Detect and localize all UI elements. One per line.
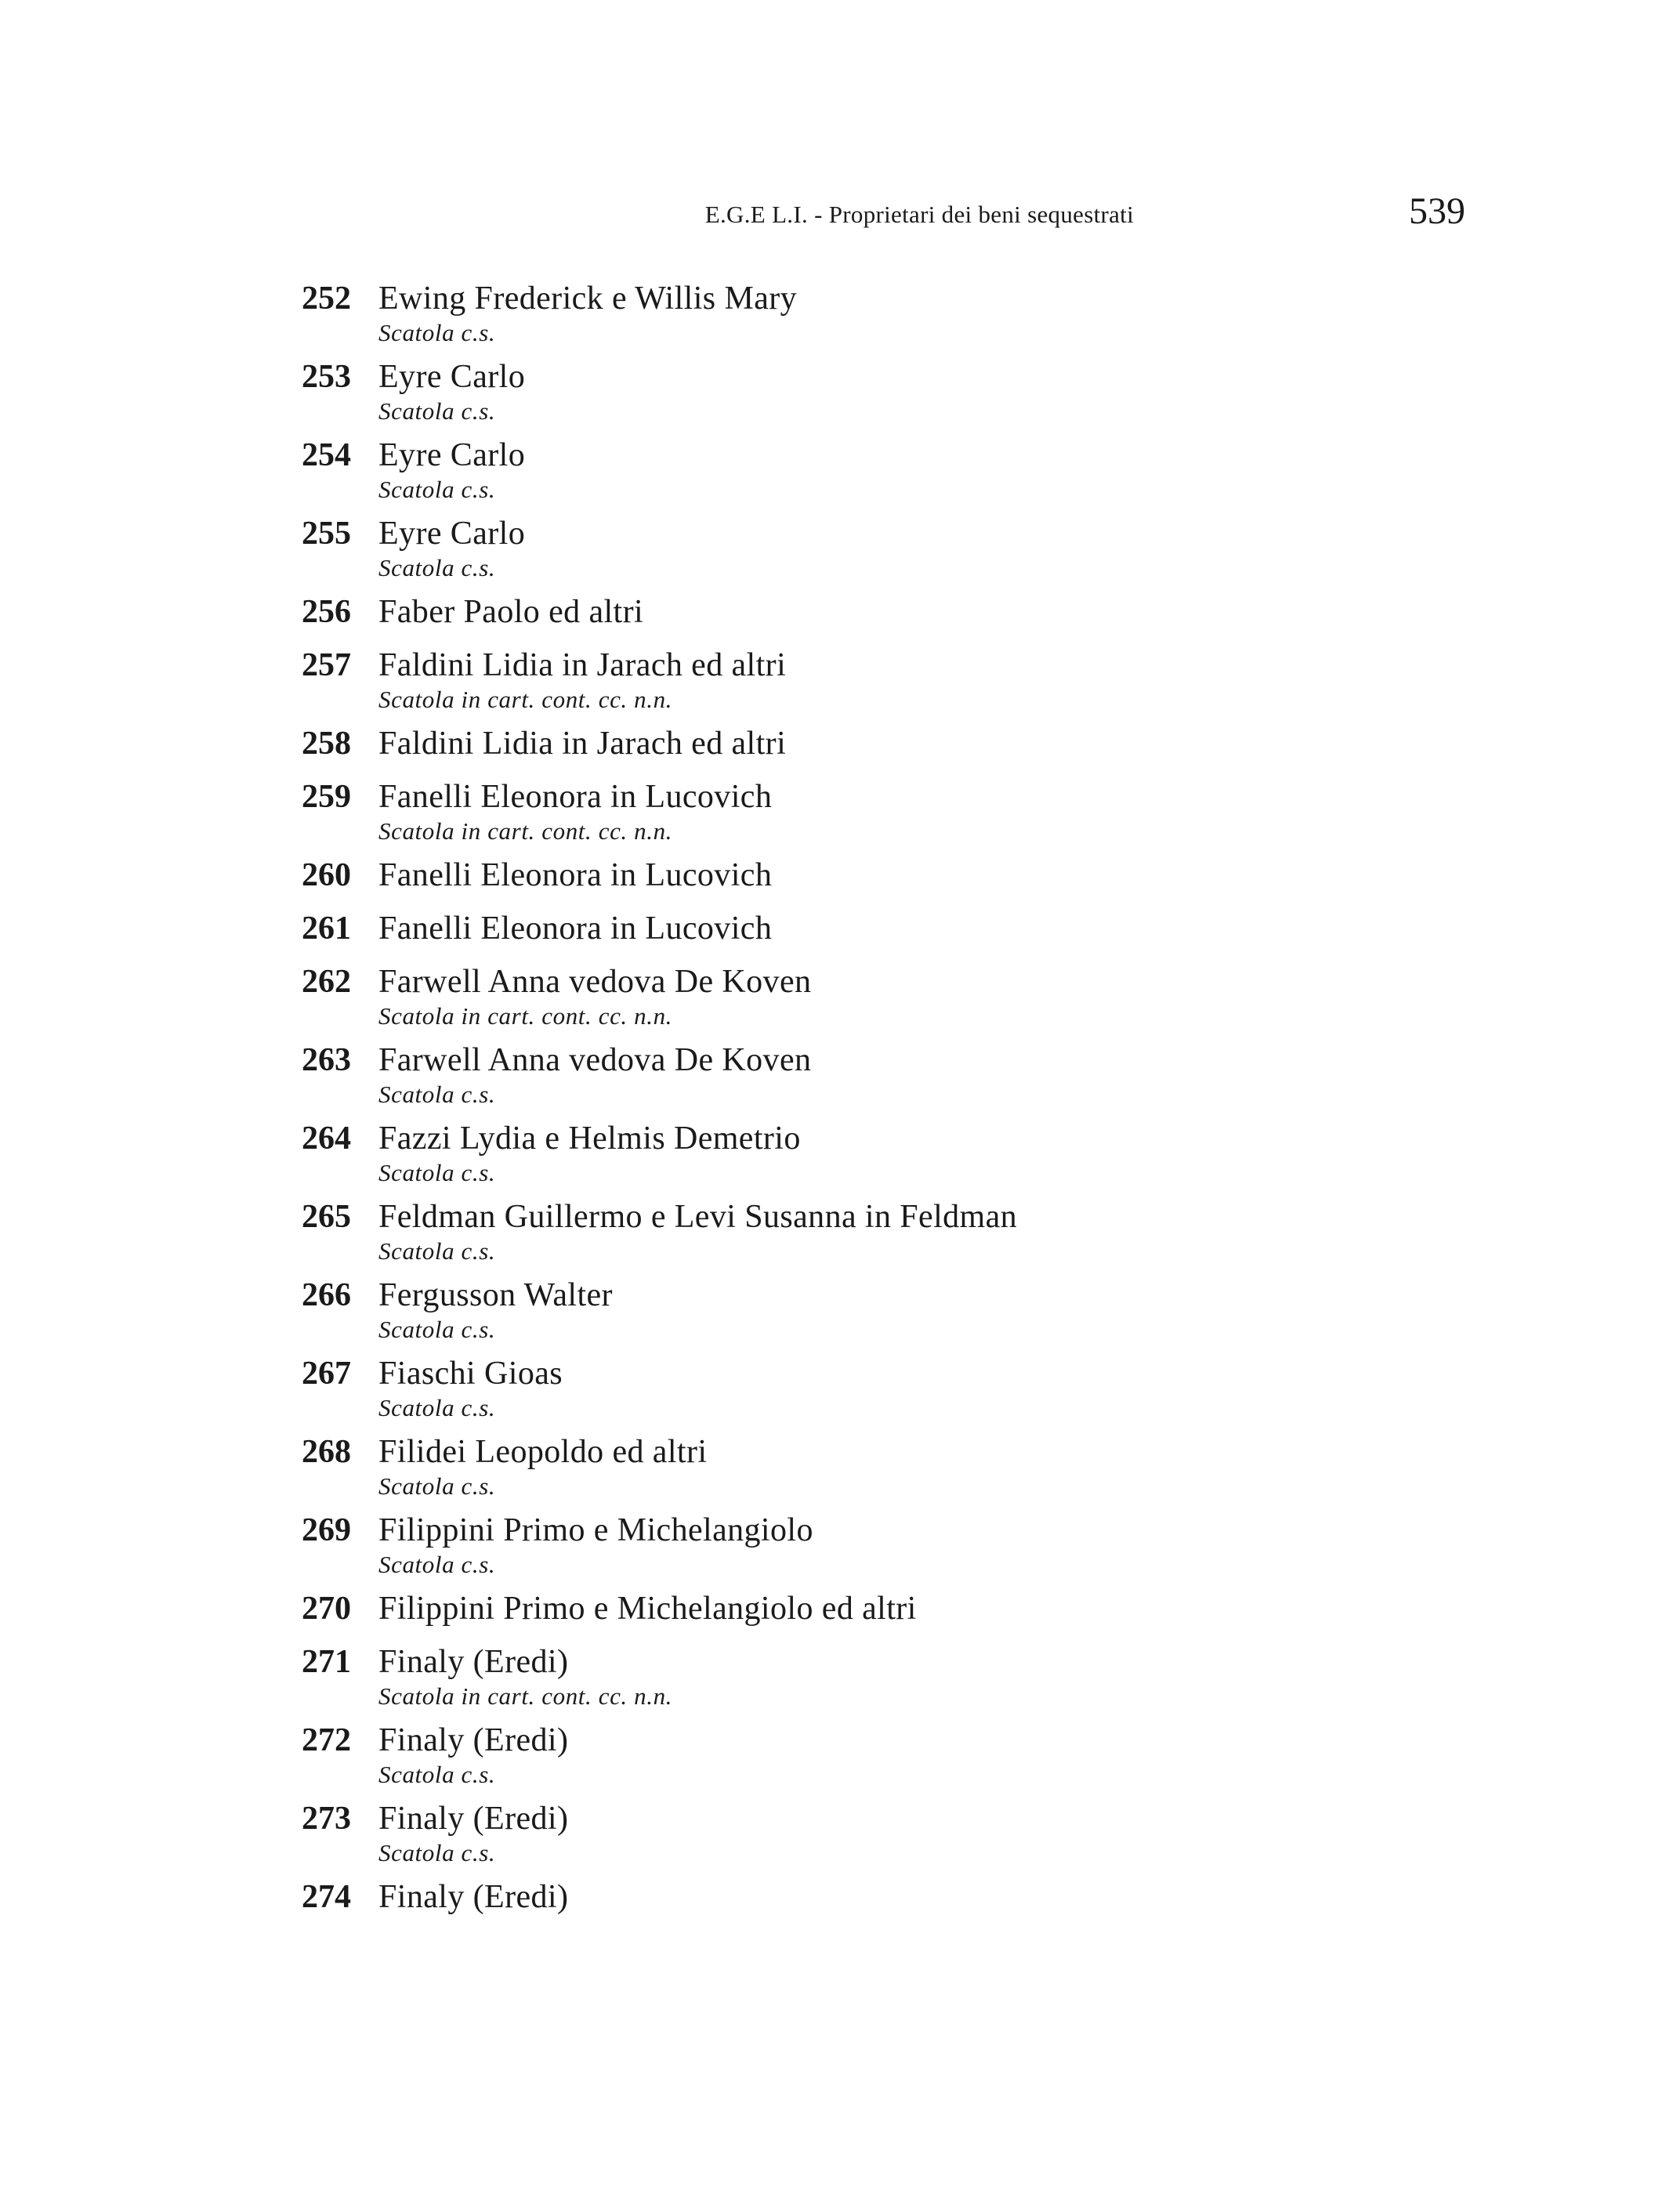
entry-container-note: Scatola in cart. cont. cc. n.n.: [378, 817, 673, 845]
entry-container-note: Scatola c.s.: [378, 1394, 496, 1421]
list-item: [302, 1720, 1399, 1789]
list-item: [302, 357, 1399, 425]
entry-owner-name: Filippini Primo e Michelangiolo ed altri: [378, 1591, 917, 1627]
list-item: [302, 435, 1399, 504]
entry-container-note: Scatola c.s.: [378, 476, 496, 503]
entry-owner-name: Finaly (Eredi): [378, 1801, 569, 1837]
entry-owner-name: Eyre Carlo: [378, 359, 526, 395]
entry-number: 255: [302, 516, 351, 552]
entry-owner-name: Faldini Lidia in Jarach ed altri: [378, 647, 787, 683]
list-item: [302, 1197, 1399, 1265]
entry-number: 253: [302, 359, 351, 395]
list-item: [302, 723, 1399, 764]
entry-number: 258: [302, 726, 351, 762]
entry-number: 265: [302, 1199, 351, 1235]
entry-owner-name: Fanelli Eleonora in Lucovich: [378, 911, 773, 947]
entry-owner-name: Fiaschi Gioas: [378, 1356, 563, 1392]
list-item: [302, 513, 1399, 582]
entry-number: 254: [302, 437, 351, 473]
entry-container-note: Scatola c.s.: [378, 1551, 496, 1578]
entry-container-note: Scatola c.s.: [378, 1761, 496, 1788]
entry-number: 257: [302, 647, 351, 683]
entry-container-note: Scatola c.s.: [378, 397, 496, 425]
entry-number: 262: [302, 964, 351, 1000]
list-item: [302, 592, 1399, 632]
entry-number: 260: [302, 857, 351, 893]
entry-owner-name: Eyre Carlo: [378, 437, 526, 473]
entry-container-note: Scatola c.s.: [378, 1081, 496, 1108]
entry-owner-name: Fazzi Lydia e Helmis Demetrio: [378, 1121, 801, 1157]
entry-container-note: Scatola c.s.: [378, 1472, 496, 1500]
list-item: [302, 1432, 1399, 1501]
entry-owner-name: Ewing Frederick e Willis Mary: [378, 281, 798, 317]
entry-container-note: Scatola c.s.: [378, 1237, 496, 1265]
entry-container-note: Scatola c.s.: [378, 554, 496, 581]
entry-container-note: Scatola c.s.: [378, 319, 496, 346]
entry-container-note: Scatola c.s.: [378, 1159, 496, 1186]
entry-number: 270: [302, 1591, 351, 1627]
entry-owner-name: Farwell Anna vedova De Koven: [378, 1042, 812, 1078]
list-item: [302, 1275, 1399, 1344]
entry-number: 273: [302, 1801, 351, 1837]
list-item: [302, 1353, 1399, 1422]
entry-owner-name: Fanelli Eleonora in Lucovich: [378, 779, 773, 815]
page-number: 539: [1409, 190, 1465, 232]
entry-number: 271: [302, 1644, 351, 1680]
entry-owner-name: Finaly (Eredi): [378, 1879, 569, 1915]
entry-number: 272: [302, 1722, 351, 1758]
entry-number: 267: [302, 1356, 351, 1392]
list-item: [302, 1877, 1399, 1917]
list-item: [302, 1040, 1399, 1109]
entry-number: 268: [302, 1434, 351, 1470]
list-item: [302, 645, 1399, 714]
list-item: [302, 777, 1399, 845]
list-item: [302, 908, 1399, 949]
entry-container-note: Scatola in cart. cont. cc. n.n.: [378, 1682, 673, 1710]
entry-number: 259: [302, 779, 351, 815]
list-item: [302, 855, 1399, 896]
entry-number: 261: [302, 911, 351, 947]
entry-owner-name: Filidei Leopoldo ed altri: [378, 1434, 708, 1470]
entry-owner-name: Faber Paolo ed altri: [378, 594, 644, 630]
entry-container-note: Scatola c.s.: [378, 1316, 496, 1343]
entry-list: [302, 278, 1399, 1930]
entry-owner-name: Finaly (Eredi): [378, 1644, 569, 1680]
entry-owner-name: Filippini Primo e Michelangiolo: [378, 1512, 813, 1548]
entry-number: 256: [302, 594, 351, 630]
list-item: [302, 278, 1399, 347]
entry-container-note: Scatola in cart. cont. cc. n.n.: [378, 686, 673, 713]
entry-owner-name: Fergusson Walter: [378, 1277, 613, 1313]
list-item: [302, 1642, 1399, 1711]
entry-number: 266: [302, 1277, 351, 1313]
list-item: [302, 1510, 1399, 1579]
entry-owner-name: Feldman Guillermo e Levi Susanna in Feldman: [378, 1199, 1018, 1235]
entry-owner-name: Fanelli Eleonora in Lucovich: [378, 857, 773, 893]
entry-owner-name: Faldini Lidia in Jarach ed altri: [378, 726, 787, 762]
entry-container-note: Scatola in cart. cont. cc. n.n.: [378, 1002, 673, 1030]
entry-number: 252: [302, 281, 351, 317]
entry-number: 269: [302, 1512, 351, 1548]
entry-number: 264: [302, 1121, 351, 1157]
entry-number: 263: [302, 1042, 351, 1078]
list-item: [302, 961, 1399, 1030]
entry-owner-name: Farwell Anna vedova De Koven: [378, 964, 812, 1000]
list-item: [302, 1118, 1399, 1187]
entry-owner-name: Eyre Carlo: [378, 516, 526, 552]
entry-number: 274: [302, 1879, 351, 1915]
entry-owner-name: Finaly (Eredi): [378, 1722, 569, 1758]
list-item: [302, 1798, 1399, 1867]
list-item: [302, 1588, 1399, 1629]
entry-container-note: Scatola c.s.: [378, 1839, 496, 1866]
running-header: E.G.E L.I. - Proprietari dei beni sequestrati: [704, 201, 1134, 228]
